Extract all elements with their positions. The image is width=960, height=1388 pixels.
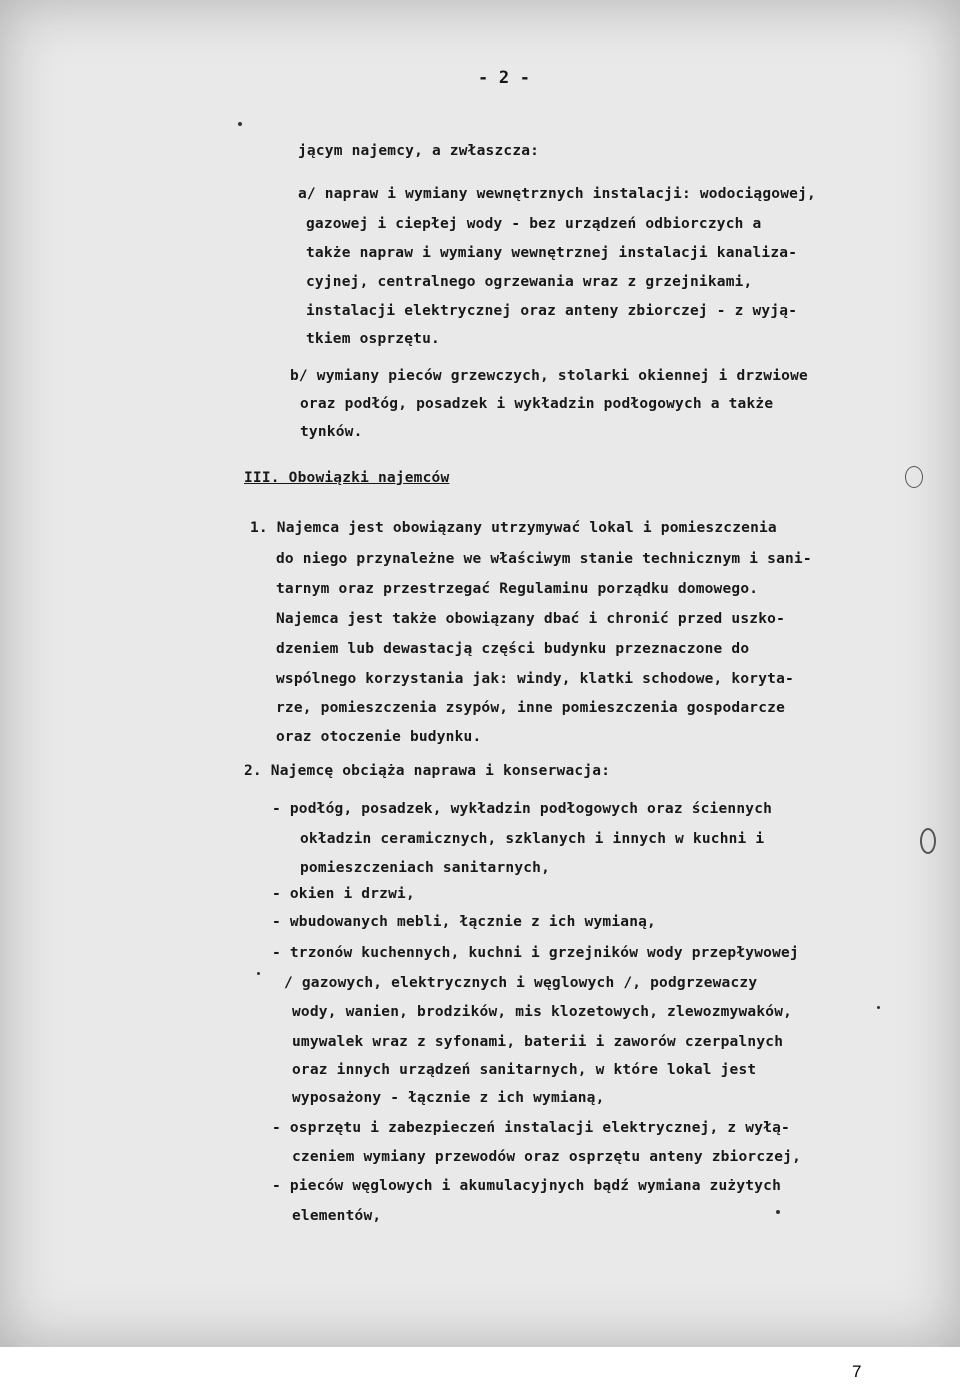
scan-speck bbox=[776, 1210, 780, 1214]
text-line: - okien i drzwi, bbox=[272, 886, 415, 902]
text-line: do niego przynależne we właściwym stanie technicznym i sani- bbox=[276, 551, 812, 567]
text-line: tkiem osprzętu. bbox=[306, 331, 440, 347]
section-heading: III. Obowiązki najemców bbox=[244, 470, 450, 486]
text-line: - podłóg, posadzek, wykładzin podłogowych oraz ściennych bbox=[272, 801, 773, 817]
text-line: oraz otoczenie budynku. bbox=[276, 729, 482, 745]
text-line: także napraw i wymiany wewnętrznej instalacji kanaliza- bbox=[306, 245, 798, 261]
text-line: - trzonów kuchennych, kuchni i grzejników wody przepływowej bbox=[272, 945, 799, 961]
scan-speck bbox=[877, 1006, 880, 1009]
punch-hole-mark bbox=[905, 466, 923, 488]
text-line: pomieszczeniach sanitarnych, bbox=[300, 860, 551, 876]
text-line: czeniem wymiany przewodów oraz osprzętu anteny zbiorczej, bbox=[292, 1149, 801, 1165]
scan-speck bbox=[238, 122, 242, 126]
text-line: b/ wymiany pieców grzewczych, stolarki okiennej i drzwiowe bbox=[290, 368, 808, 384]
scan-speck bbox=[257, 972, 260, 975]
punch-hole-mark bbox=[920, 828, 936, 854]
text-line: oraz innych urządzeń sanitarnych, w które lokal jest bbox=[292, 1062, 757, 1078]
text-line: a/ napraw i wymiany wewnętrznych instalacji: wodociągowej, bbox=[298, 186, 816, 202]
text-line: wyposażony - łącznie z ich wymianą, bbox=[292, 1090, 605, 1106]
text-line: - pieców węglowych i akumulacyjnych bądź wymiana zużytych bbox=[272, 1178, 781, 1194]
text-line: okładzin ceramicznych, szklanych i innych w kuchni i bbox=[300, 831, 765, 847]
text-line: - wbudowanych mebli, łącznie z ich wymianą, bbox=[272, 914, 656, 930]
text-line: rze, pomieszczenia zsypów, inne pomieszczenia gospodarcze bbox=[276, 700, 785, 716]
text-line: wody, wanien, brodzików, mis klozetowych, zlewozmywaków, bbox=[292, 1004, 793, 1020]
text-line: umywalek wraz z syfonami, baterii i zaworów czerpalnych bbox=[292, 1034, 784, 1050]
text-line: Najemca jest także obowiązany dbać i chronić przed uszko- bbox=[276, 611, 785, 627]
text-line: dzeniem lub dewastacją części budynku przeznaczone do bbox=[276, 641, 750, 657]
text-line: / gazowych, elektrycznych i węglowych /, podgrzewaczy bbox=[284, 975, 758, 991]
page-number-top: - 2 - bbox=[478, 68, 531, 88]
text-line: elementów, bbox=[292, 1208, 382, 1224]
text-line: tarnym oraz przestrzegać Regulaminu porządku domowego. bbox=[276, 581, 759, 597]
page-number-footer: 7 bbox=[852, 1362, 862, 1381]
text-line: tynków. bbox=[300, 424, 363, 440]
text-line: 1. Najemca jest obowiązany utrzymywać lokal i pomieszczenia bbox=[250, 520, 777, 536]
text-line: wspólnego korzystania jak: windy, klatki schodowe, koryta- bbox=[276, 671, 794, 687]
text-line: - osprzętu i zabezpieczeń instalacji elektrycznej, z wyłą- bbox=[272, 1120, 790, 1136]
text-line: instalacji elektrycznej oraz anteny zbiorczej - z wyją- bbox=[306, 303, 798, 319]
text-line: jącym najemcy, a zwłaszcza: bbox=[298, 143, 540, 159]
text-line: cyjnej, centralnego ogrzewania wraz z grzejnikami, bbox=[306, 274, 753, 290]
text-line: 2. Najemcę obciąża naprawa i konserwacja: bbox=[244, 763, 611, 779]
text-line: oraz podłóg, posadzek i wykładzin podłogowych a także bbox=[300, 396, 774, 412]
text-line: gazowej i ciepłej wody - bez urządzeń odbiorczych a bbox=[306, 216, 762, 232]
